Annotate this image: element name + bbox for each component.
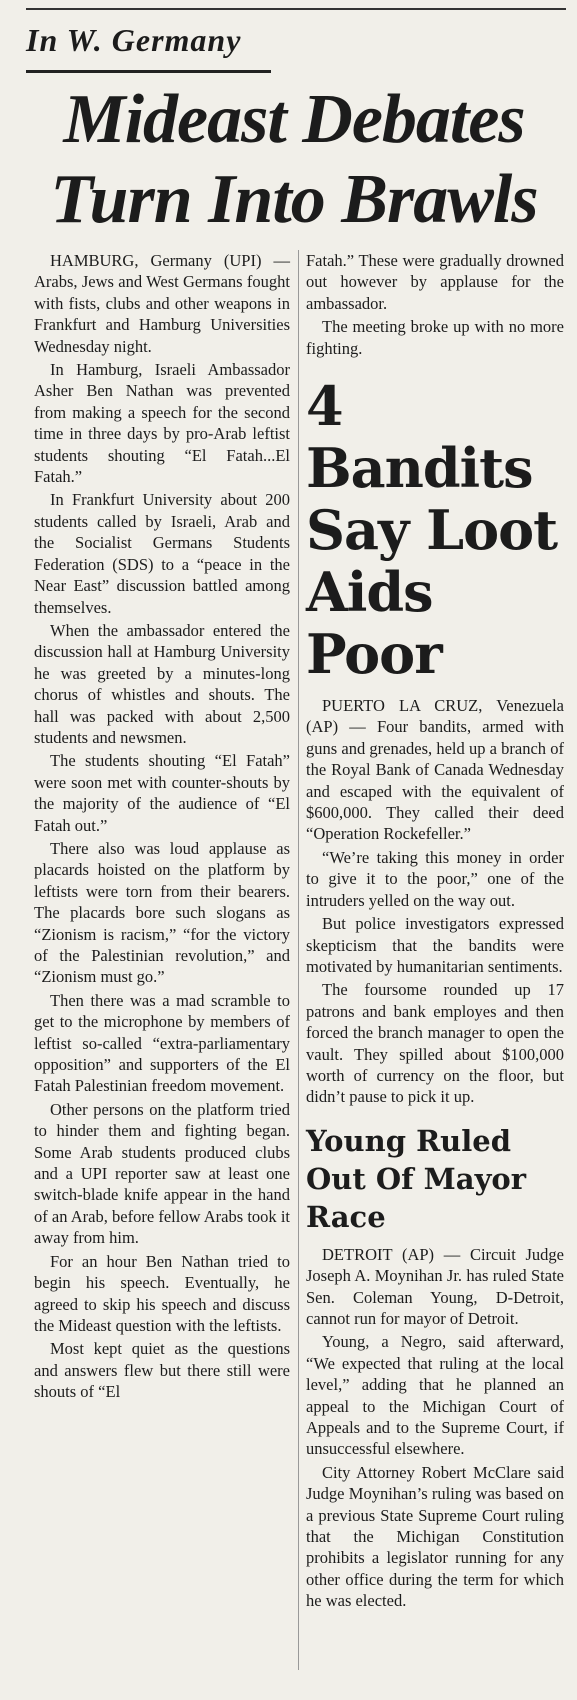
article1-paragraph: In Frankfurt University about 200 students called by Israeli, Arab and the Socialist Germans Students Federation (SDS) to a “peace in the Near East” discussion battled among themselves. [34,490,290,617]
article1-continuation: Fatah.” These were gradually drowned out however by applause for the ambassador. [306,251,564,313]
article2-paragraph: The foursome rounded up 17 patrons and bank employes and then forced the branch manager to open the vault. They spilled about $100,000 worth of currency on the floor, but didn’t pause to pick it up. [306,980,564,1107]
article2-paragraph: PUERTO LA CRUZ, Venezuela (AP) — Four bandits, armed with guns and grenades, held up a branch of the Royal Bank of Canada Wednesday and escaped with the equivalent of $600,000. They called their deed “Operation Rockefeller.” [306,696,564,844]
left-column [34,250,290,1405]
article1-paragraph: There also was loud applause as placards hoisted on the platform by leftists were torn from their bearers. The placards bore such slogans as “Zionism is racism,” “for the victory of the Palestinian revolution,” and “Zionism must go.” [34,838,290,987]
article2-headline: 4 Bandits Say Loot Aids Poor [306,374,558,687]
article2-paragraph: “We’re taking this money in order to give it to the poor,” one of the intruders yelled on the way out. [306,847,564,910]
article3-headline: Young Ruled Out Of Mayor Race [306,1123,527,1234]
article1-paragraph: Then there was a mad scramble to get to the microphone by members of leftist so-called “extra-parliamentary opposition” and supporters of the El Fatah Palestinian freedom movement. [34,990,290,1096]
article1-paragraph: In Hamburg, Israeli Ambassador Asher Ben Nathan was prevented from making a speech for the second time in three days by pro-Arab leftist students shouting “El Fatah...El Fatah.” [34,360,290,487]
kicker-underline [26,70,271,73]
right-column [306,250,564,1614]
article1-paragraph: When the ambassador entered the discussion hall at Hamburg University he was greeted by a minutes-long chorus of whistles and shouts. The hall was packed with about 2,500 students and newsmen. [34,620,290,747]
article1-paragraph: The students shouting “El Fatah” were soon met with counter-shouts by the majority of the audience of “El Fatah out.” [34,751,290,835]
article3-paragraph: City Attorney Robert McClare said Judge Moynihan’s ruling was based on a previous State Supreme Court ruling that the Michigan Constitution prohibits a legislator running for any other office during the term for which he was elected. [306,1462,564,1611]
article1-continuation: The meeting broke up with no more fighting. [306,317,564,358]
article1-paragraph: Other persons on the platform tried to hinder them and fighting began. Some Arab students produced clubs and a UPI reporter saw at least one switch-blade knife appear in the hand of an Arab, before fellow Arabs took it away from him. [34,1099,290,1248]
article2-paragraph: But police investigators expressed skepticism that the bandits were motivated by humanitarian sentiments. [306,914,564,976]
top-rule [26,8,566,10]
kicker: In W. Germany [26,22,242,58]
column-divider [298,250,299,1670]
article3-paragraph: DETROIT (AP) — Circuit Judge Joseph A. Moynihan Jr. has ruled State Sen. Coleman Young, D-Detroit, cannot run for mayor of Detroit. [306,1244,564,1328]
article1-paragraph: For an hour Ben Nathan tried to begin his speech. Eventually, he agreed to skip his speech and discuss the Mideast question with the leftists. [34,1251,290,1335]
article1-paragraph: HAMBURG, Germany (UPI) —Arabs, Jews and West Germans fought with fists, clubs and other weapons in Frankfurt and Hamburg Universities Wednesday night. [34,251,290,356]
main-headline: Mideast Debates Turn Into Brawls [50,81,538,238]
article3-paragraph: Young, a Negro, said afterward, “We expected that ruling at the local level,” adding that he planned an appeal to the Michigan Court of Appeals and to the Supreme Court, if unsuccessful elsewhere. [306,1332,564,1459]
article1-paragraph: Most kept quiet as the questions and answers flew but there still were shouts of “El [34,1339,290,1402]
